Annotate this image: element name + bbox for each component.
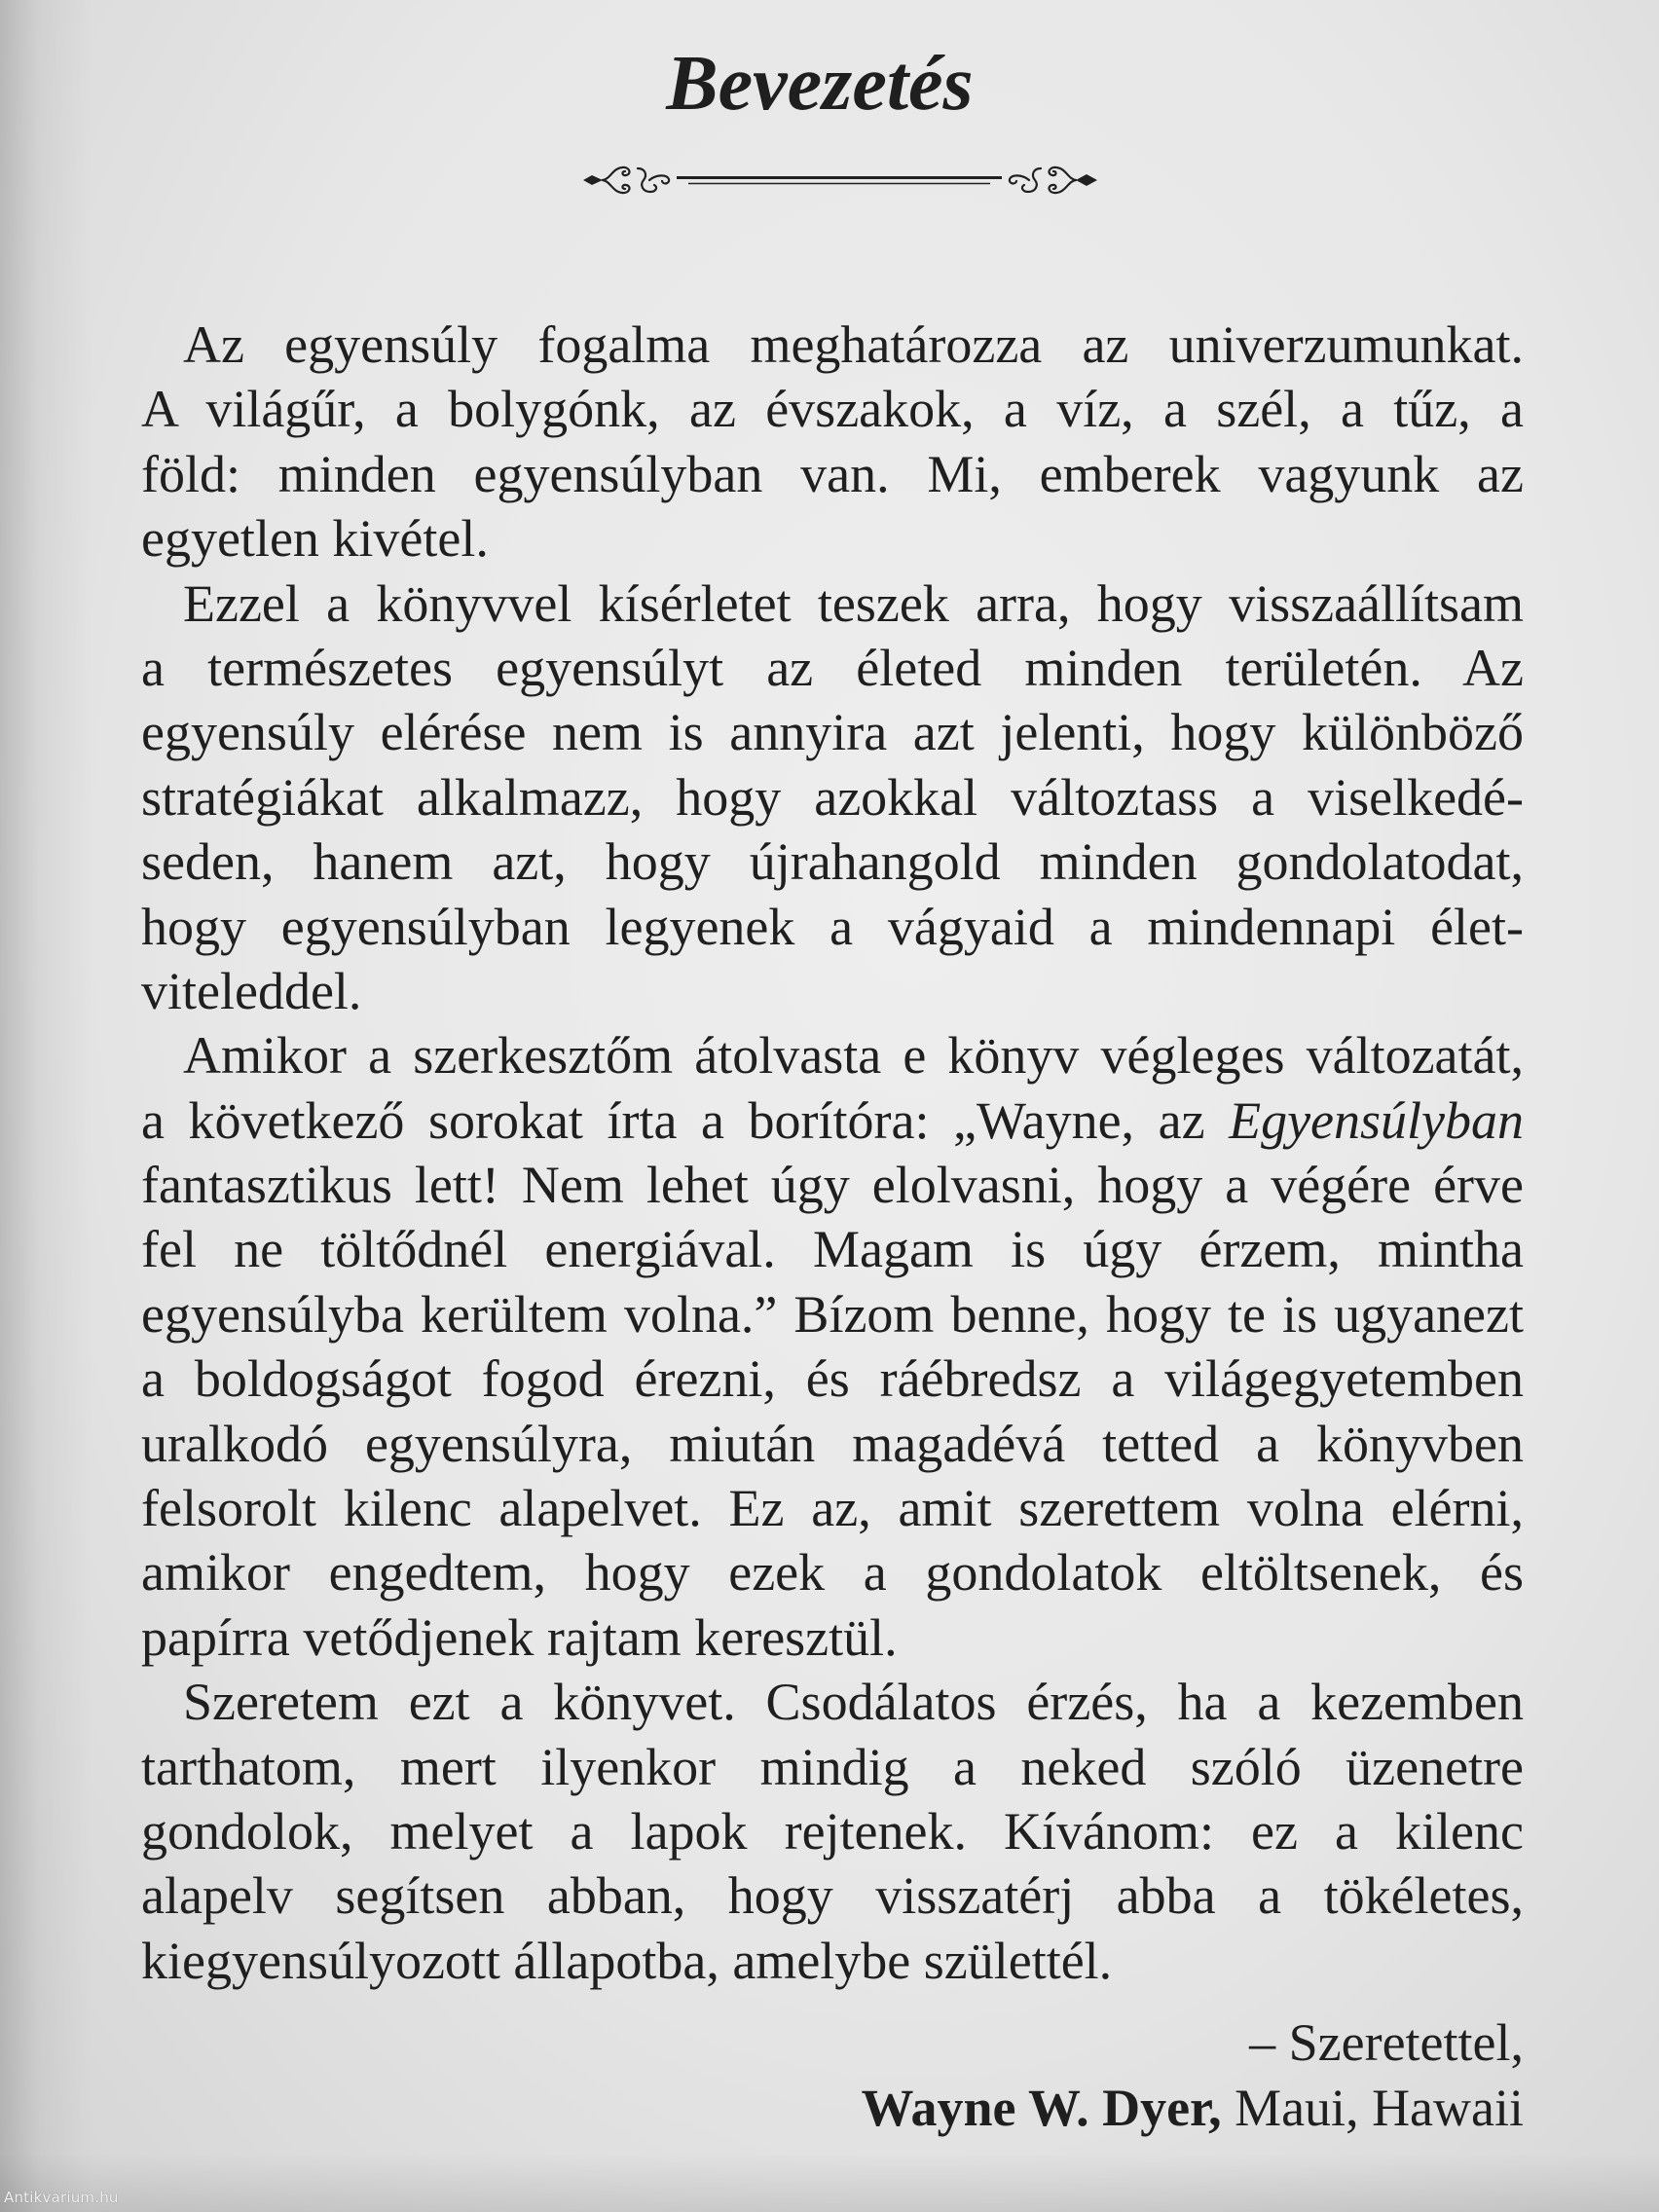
ornament-loop-right <box>1010 175 1029 183</box>
text-line: stratégiákat alkalmazz, hogy azokkal változtass a viselkedé- <box>141 767 1524 827</box>
signature-closing: – Szeretettel, <box>1249 2013 1524 2073</box>
text-line <box>141 1088 1524 1153</box>
text-line: seden, hanem azt, hogy újrahangold minden gondolatodat, <box>141 832 1524 892</box>
text-line: A világűr, a bolygónk, az évszakok, a víz, a szél, a tűz, a <box>141 380 1524 439</box>
text-line: hogy egyensúlyban legyenek a vágyaid a mindennapi élet- <box>141 897 1524 956</box>
text-line: alapelv segítsen abban, hogy visszatérj abba a tökéletes, <box>141 1866 1524 1926</box>
text-line: a boldogságot fogod érezni, és ráébredsz a világegyetemben <box>141 1349 1524 1409</box>
text-line: uralkodó egyensúlyra, miután magadévá tetted a könyvben <box>141 1414 1524 1473</box>
ornament-right-flourish <box>1010 167 1097 193</box>
text-line: Amikor a szerkesztőm átolvasta e könyv végleges változatát, <box>183 1026 1524 1086</box>
ornament-curl-left <box>638 168 656 192</box>
author-name: Wayne W. Dyer, <box>861 2079 1222 2138</box>
text-line: fel ne töltődnél energiával. Magam is úgy érzem, mintha <box>141 1220 1524 1279</box>
text-line: a természetes egyensúlyt az életed minden területén. Az <box>141 638 1524 697</box>
ornament-loop-left <box>649 175 669 183</box>
paragraph-3 <box>141 1023 1524 1670</box>
paragraph-1 <box>141 313 1524 571</box>
paragraph-4 <box>141 1670 1524 1993</box>
text-line: fantasztikus lett! Nem lehet úgy elolvasni, hogy a végére érve <box>141 1156 1524 1215</box>
text-line: kiegyensúlyozott állapotba, amelybe születtél. <box>141 1931 1113 1990</box>
text-line: Az egyensúly fogalma meghatározza az univerzumunkat. <box>183 315 1524 374</box>
signature-block <box>141 2010 1524 2141</box>
text-line: egyensúly elérése nem is annyira azt jelenti, hogy különböző <box>141 703 1524 762</box>
text-line: papírra vetődjenek rajtam keresztül. <box>141 1607 898 1667</box>
paragraph-2 <box>141 571 1524 1024</box>
ornament-diamond-left <box>583 175 603 185</box>
text-line: Szeretem ezt a könyvet. Csodálatos érzés, ha a kezemben <box>183 1673 1524 1732</box>
text-line: amikor engedtem, hogy ezek a gondolatok eltöltsenek, és <box>141 1543 1524 1603</box>
text-segment: a következő sorokat írta a borítóra: „Wayne, az <box>141 1090 1205 1150</box>
ornament-left-flourish <box>583 167 669 193</box>
ornament-scroll-lower-left <box>603 180 629 193</box>
text-line: felsorolt kilenc alapelvet. Ez az, amit szerettem volna elérni, <box>141 1479 1524 1538</box>
text-line: gondolok, melyet a lapok rejtenek. Kívánom: ez a kilenc <box>141 1801 1524 1861</box>
signature-author-line <box>141 2076 1524 2141</box>
chapter-title: Bevezetés <box>666 41 974 127</box>
ornament-diamond-right <box>1076 174 1097 186</box>
text-line: egyetlen kivétel. <box>141 509 489 569</box>
ornament-curl-right <box>1022 168 1041 192</box>
text-line: viteleddel. <box>141 961 362 1020</box>
author-location: Maui, Hawaii <box>1235 2079 1524 2138</box>
text-line: Ezzel a könyvvel kísérletet teszek arra, hogy visszaállítsam <box>183 573 1524 633</box>
text-line: egyensúlyba kerültem volna.” Bízom benne, hogy te is ugyanezt <box>141 1284 1524 1344</box>
ornament-scroll-upper-right <box>1050 167 1076 180</box>
text-line: tarthatom, mert ilyenkor mindig a neked szóló üzenetre <box>141 1737 1524 1796</box>
book-title-italic: Egyensúlyban <box>1229 1090 1524 1150</box>
title-ornament-divider <box>581 155 1097 205</box>
ornament-scroll-upper-left <box>603 167 629 180</box>
ornament-scroll-lower-right <box>1050 180 1076 193</box>
chapter-body <box>141 313 1524 2141</box>
watermark: Antikvarium.hu <box>4 2189 119 2206</box>
text-line: föld: minden egyensúlyban van. Mi, emberek vagyunk az <box>141 444 1524 503</box>
